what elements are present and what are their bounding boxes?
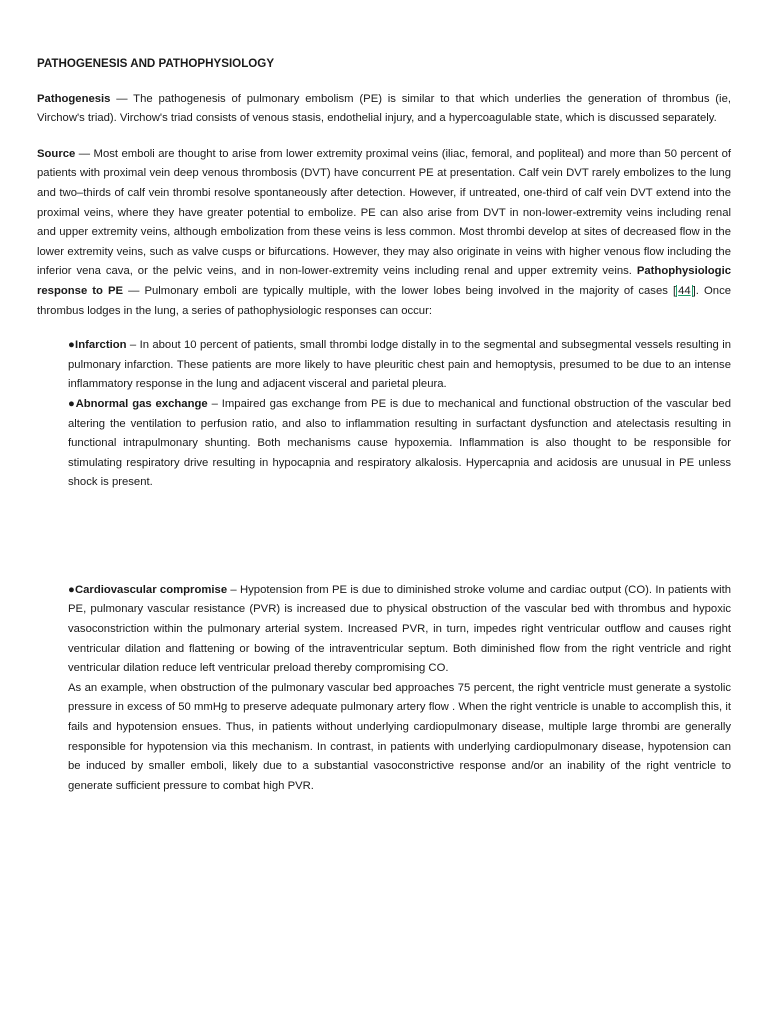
source-label: Source (37, 147, 76, 160)
source-text: — Most emboli are thought to arise from lower extremity proximal veins (iliac, femoral, and popliteal) and more than 50 percent of patients with proximal vein deep venous thrombosis (DVT) have concurrent PE at presentation. Calf vein DVT rarely embolizes to the lung and two–thirds of calf vein thrombi resolve spontaneously after detection. However, if untreated, one-third of calf vein DVT extend into the proximal veins, where they have greater potential to embolize. PE can also arise from DVT in non-lower-extremity veins including renal and upper extremity veins, although embolization from these veins is less common. Most thrombi develop at sites of decreased flow in the lower extremity veins, such as valve cusps or bifurcations. However, they may also originate in veins with higher venous flow including the inferior vena cava, or the pelvic veins, and in non-lower-extremity veins including renal and upper extremity veins. (37, 147, 731, 278)
pathogenesis-paragraph (37, 90, 731, 129)
bullet-abnormal-gas-exchange (68, 395, 731, 493)
bullet-label: ●Infarction (68, 339, 127, 352)
document-page (37, 50, 731, 796)
bullet-list-lower (37, 581, 731, 797)
example-paragraph: As an example, when obstruction of the pulmonary vascular bed approaches 75 percent, the right ventricle must generate a systolic pressure in excess of 50 mmHg to preserve adequate pulmonary artery flow . When the right ventricle is unable to accomplish this, it fails and hypotension ensues. Thus, in patients without underlying cardiopulmonary disease, multiple large thrombi are generally responsible for hypotension via this mechanism. In contrast, in patients with underlying cardiopulmonary disease, hypotension can be induced by smaller emboli, likely due to a substantial vasoconstrictive response and/or an inability of the right ventricle to generate sufficient pressure to combat high PVR. (68, 681, 731, 792)
bullet-list-upper (37, 336, 731, 493)
pathophysiologic-response-text: — Pulmonary emboli are typically multiple, with the lower lobes being involved in the majority of cases [ (123, 284, 677, 297)
bullet-label: ●Cardiovascular compromise (68, 583, 228, 596)
bullet-text: – Impaired gas exchange from PE is due to mechanical and functional obstruction of the vascular bed altering the ventilation to perfusion ratio, and also to inflammation resulting in surfactant dysfunction and atelectasis resulting in functional intrapulmonary shunting. Both mechanisms cause hypoxemia. Inflammation is also thought to be responsible for stimulating respiratory drive resulting in hypocapnia and respiratory alkalosis. Hypercapnia and acidosis are unusual in PE unless shock is present. (68, 397, 732, 489)
pathophysiologic-response-label: Pathophysiologic response to PE (37, 265, 731, 297)
pathogenesis-text: — The pathogenesis of pulmonary embolism (PE) is similar to that which underlies the generation of thrombus (ie, Virchow's triad). Virchow's triad consists of venous stasis, endothelial injury, and a hypercoagulable state, which is discussed separately. (37, 92, 731, 125)
source-paragraph (37, 145, 731, 321)
bullet-text: – In about 10 percent of patients, small thrombi lodge distally in to the segmental and subsegmental vessels resulting in pulmonary infarction. These patients are more likely to have pleuritic chest pain and hemoptysis, presumed to be due to an intense inflammatory response in the lung and adjacent visceral and parietal pleura. (68, 339, 731, 391)
section-heading: PATHOGENESIS AND PATHOPHYSIOLOGY (37, 57, 275, 70)
bullet-infarction (68, 336, 731, 395)
bullet-cardiovascular-compromise (68, 581, 731, 679)
reference-link[interactable]: 44 (678, 284, 691, 297)
pathogenesis-label: Pathogenesis (37, 92, 111, 105)
bullet-text: – Hypotension from PE is due to diminished stroke volume and cardiac output (CO). In patients with PE, pulmonary vascular resistance (PVR) is increased due to physical obstruction of the vascular bed with thrombus and hypoxic vasoconstriction within the pulmonary arterial system. Increased PVR, in turn, impedes right ventricular outflow and causes right ventricular dilation and flattening or bowing of the intraventricular septum. Both diminished flow from the right ventricle and right ventricular dilation reduce left ventricular preload thereby compromising CO. (68, 583, 732, 675)
pathophysiologic-response-tail: ]. Once thrombus lodges in the lung, a series of pathophysiologic responses can occur: (37, 284, 731, 317)
bullet-label: ●Abnormal gas exchange (68, 397, 208, 410)
